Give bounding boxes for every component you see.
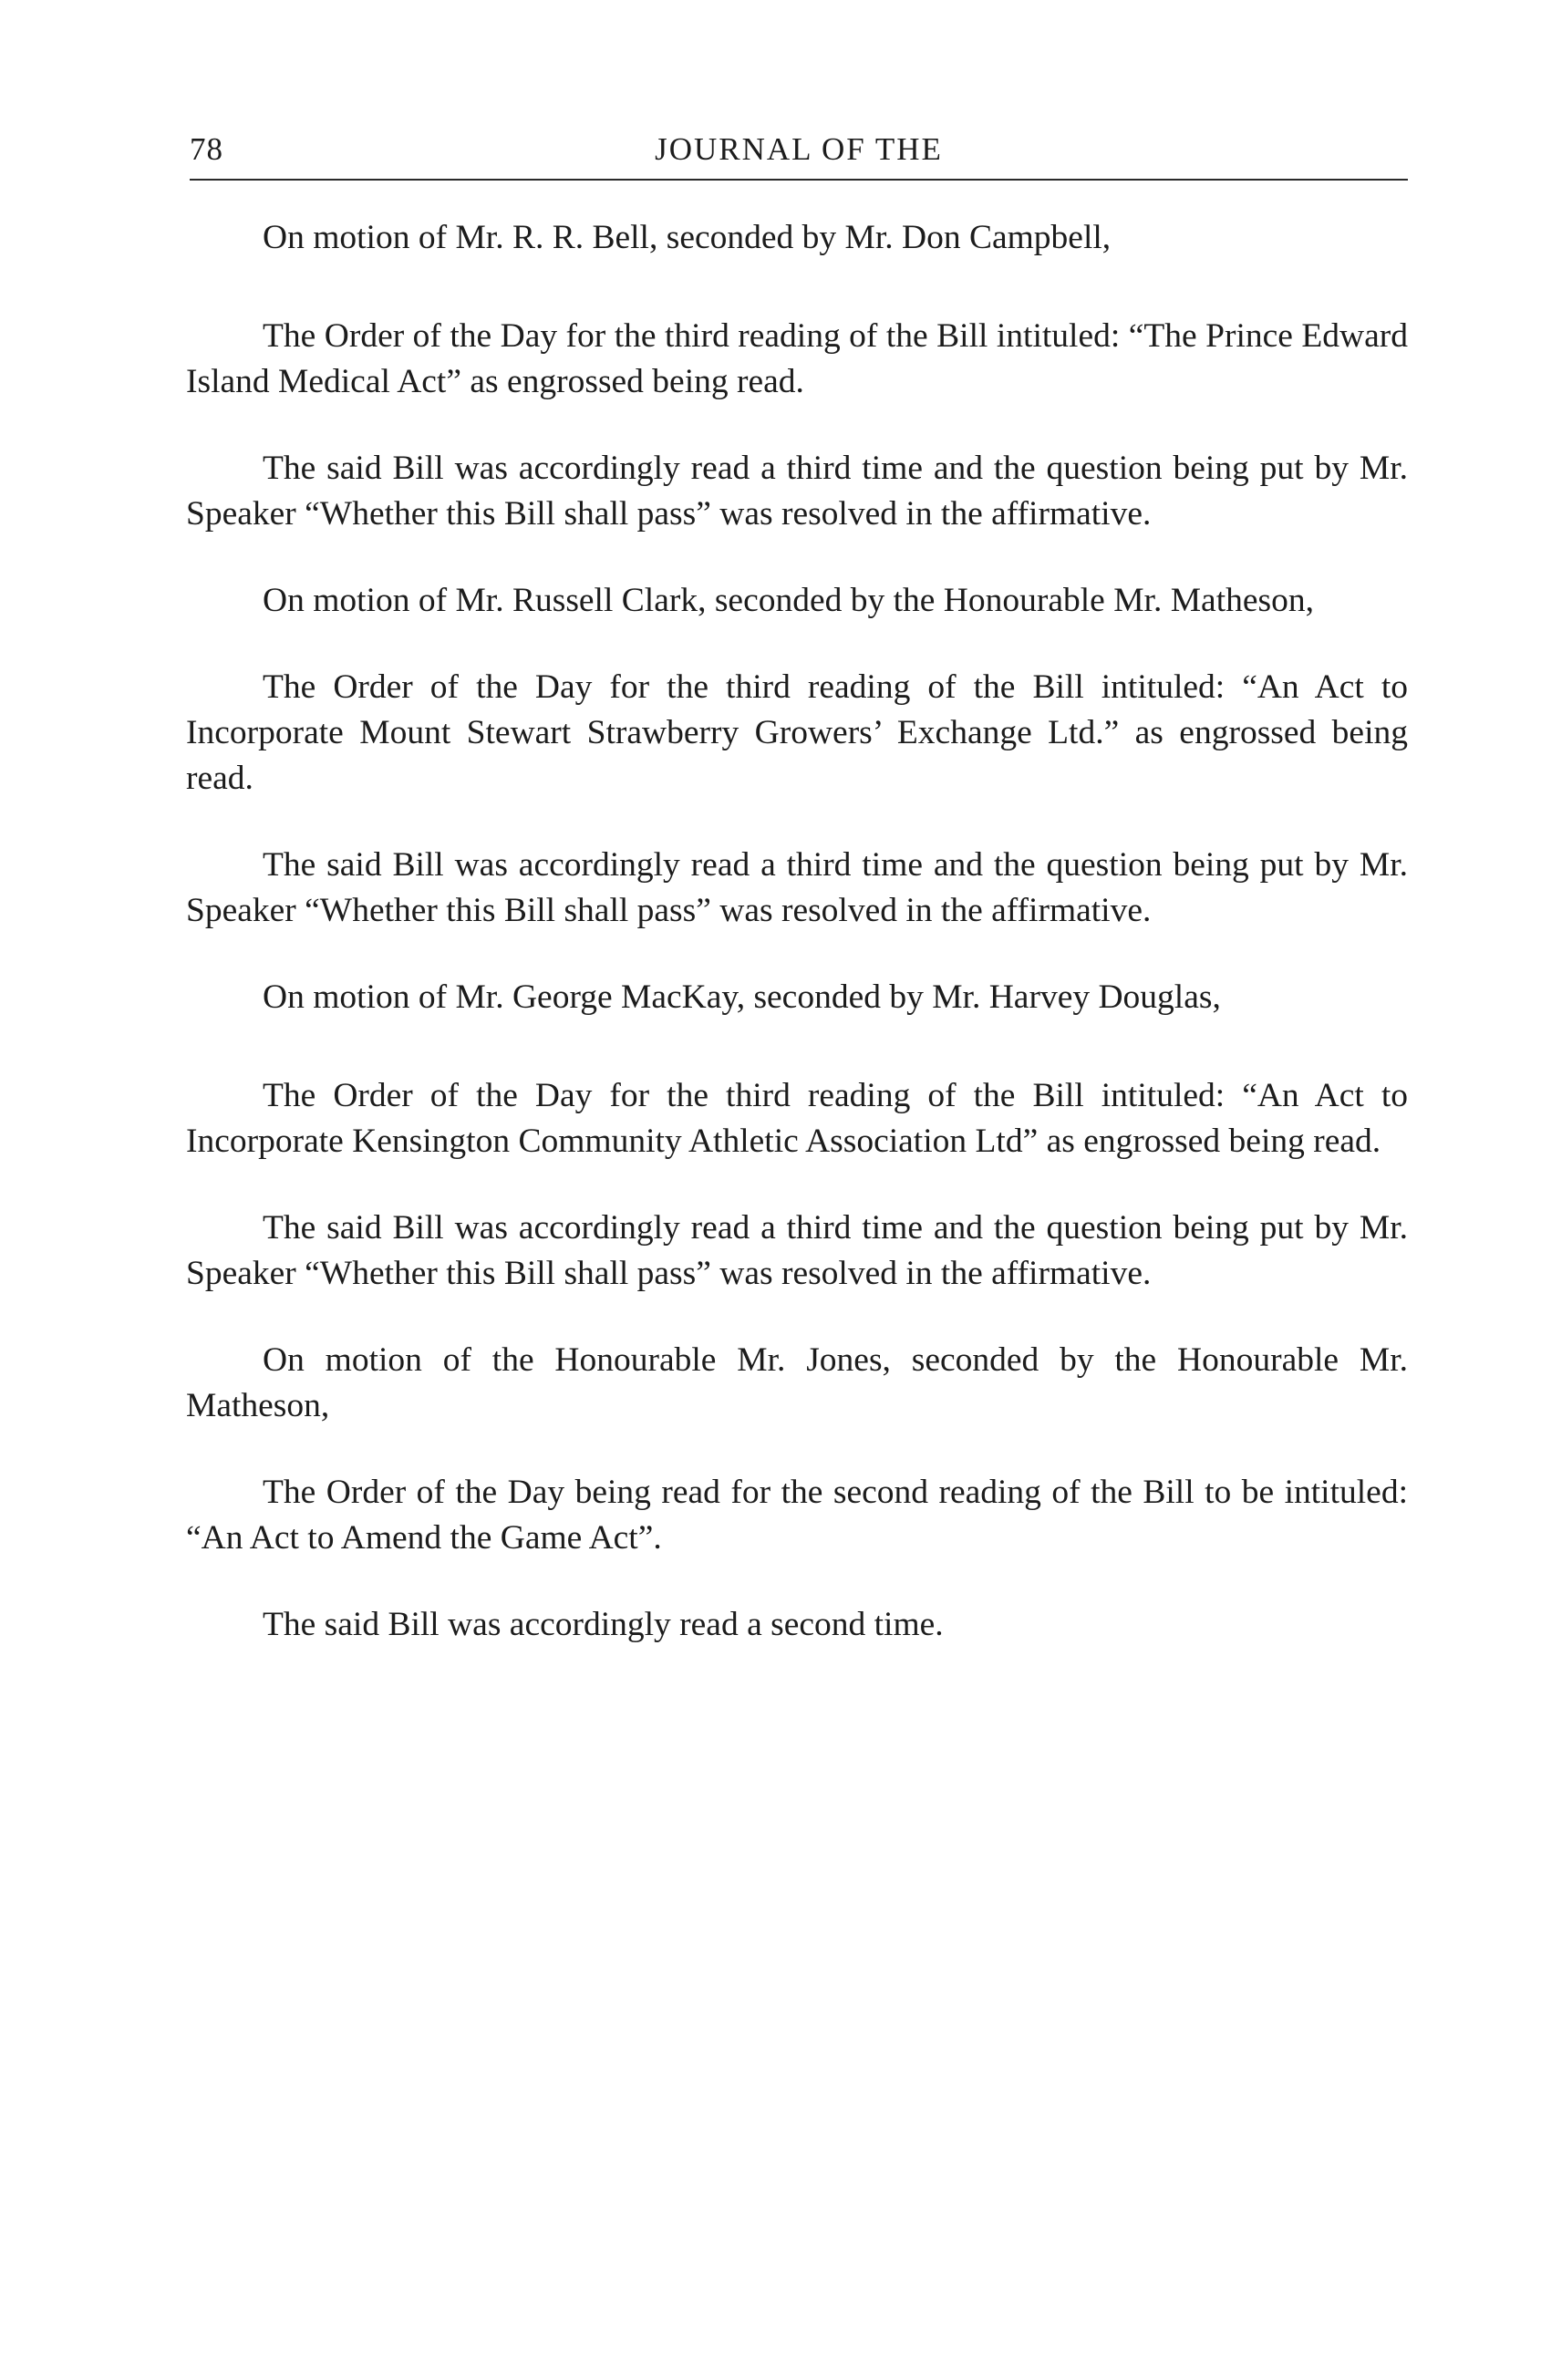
order-paragraph: The Order of the Day for the third reading of the Bill intituled: “An Act to Incorporate Kensington Community Athletic Association Ltd” as engrossed being read.: [186, 1077, 1408, 1160]
motion-paragraph: On motion of Mr. R. R. Bell, seconded by Mr. Don Campbell,: [263, 219, 1112, 256]
resolution-paragraph: The said Bill was accordingly read a third time and the question being put by Mr. Speaker “Whether this Bill shall pass” was resolved in the affirmative.: [186, 450, 1408, 533]
page-number: 78: [190, 131, 223, 167]
motion-paragraph: On motion of Mr. George MacKay, seconded by Mr. Harvey Douglas,: [263, 978, 1221, 1016]
motion-paragraph: On motion of Mr. Russell Clark, seconded by the Honourable Mr. Matheson,: [263, 582, 1314, 619]
resolution-paragraph: The said Bill was accordingly read a third time and the question being put by Mr. Speaker “Whether this Bill shall pass” was resolved in the affirmative.: [186, 1209, 1408, 1292]
resolution-paragraph: The said Bill was accordingly read a second time.: [263, 1606, 944, 1643]
journal-title: JOURNAL OF THE: [655, 131, 943, 167]
order-paragraph: The Order of the Day being read for the second reading of the Bill to be intituled: “An Act to Amend the Game Act”.: [186, 1474, 1408, 1557]
motion-paragraph: On motion of the Honourable Mr. Jones, seconded by the Honourable Mr. Matheson,: [186, 1341, 1408, 1424]
running-head: [190, 126, 1408, 181]
order-paragraph: The Order of the Day for the third reading of the Bill intituled: “The Prince Edward Island Medical Act” as engrossed being read.: [186, 317, 1408, 400]
journal-body: [186, 215, 1408, 1689]
resolution-paragraph: The said Bill was accordingly read a third time and the question being put by Mr. Speaker “Whether this Bill shall pass” was resolved in the affirmative.: [186, 846, 1408, 929]
order-paragraph: The Order of the Day for the third reading of the Bill intituled: “An Act to Incorporate Mount Stewart Strawberry Growers’ Exchange Ltd.” as engrossed being read.: [186, 668, 1408, 797]
